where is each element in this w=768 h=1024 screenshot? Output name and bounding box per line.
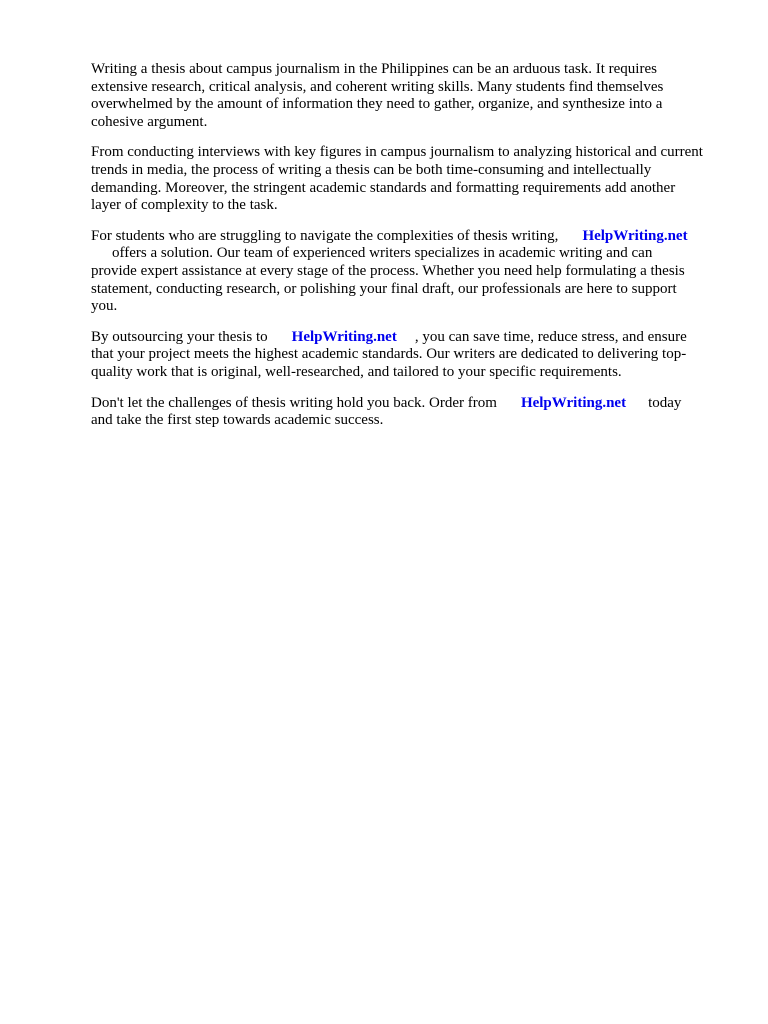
paragraph-process: [91, 144, 731, 214]
text-line: quality work that is original, well-researched, and tailored to your specific requirements.: [91, 363, 622, 380]
paragraph-intro: [91, 61, 731, 131]
text-segment: For students who are struggling to navigate the complexities of thesis writing,: [91, 227, 559, 244]
text-line: that your project meets the highest academic standards. Our writers are dedicated to delivering top-: [91, 346, 687, 363]
text-line: overwhelmed by the amount of information they need to gather, organize, and synthesize into a: [91, 96, 663, 113]
text-line: [91, 395, 731, 413]
text-segment: , you can save time, reduce stress, and ensure: [414, 328, 687, 345]
text-line: layer of complexity to the task.: [91, 197, 278, 214]
text-segment: today: [648, 394, 682, 411]
paragraph-solution: [91, 228, 731, 316]
helpwriting-link[interactable]: HelpWriting.net: [582, 227, 688, 244]
text-line: [91, 245, 731, 263]
text-line: and take the first step towards academic success.: [91, 412, 384, 429]
document-body: [91, 61, 731, 443]
text-line: extensive research, critical analysis, and coherent writing skills. Many students find themselves: [91, 78, 664, 95]
paragraph-call-to-action: [91, 395, 731, 430]
text-line: statement, conducting research, or polishing your final draft, our professionals are here to support: [91, 280, 677, 297]
text-segment: By outsourcing your thesis to: [91, 328, 268, 345]
text-line: Writing a thesis about campus journalism in the Philippines can be an arduous task. It requires: [91, 61, 657, 77]
text-line: trends in media, the process of writing a thesis can be both time-consuming and intellectually: [91, 161, 652, 178]
text-line: you.: [91, 298, 118, 315]
text-segment: Don't let the challenges of thesis writing hold you back. Order from: [91, 394, 497, 411]
text-line: provide expert assistance at every stage of the process. Whether you need help formulating a thesis: [91, 262, 685, 279]
text-line: cohesive argument.: [91, 113, 208, 130]
helpwriting-link[interactable]: HelpWriting.net: [291, 328, 397, 345]
text-line: [91, 228, 731, 246]
helpwriting-link[interactable]: HelpWriting.net: [520, 394, 627, 411]
text-line: demanding. Moreover, the stringent academic standards and formatting requirements add another: [91, 179, 676, 196]
paragraph-outsourcing: [91, 329, 731, 382]
text-line: From conducting interviews with key figures in campus journalism to analyzing historical and current: [91, 144, 703, 161]
text-segment: offers a solution. Our team of experienced writers specializes in academic writing and can: [112, 245, 653, 262]
text-line: [91, 329, 731, 347]
